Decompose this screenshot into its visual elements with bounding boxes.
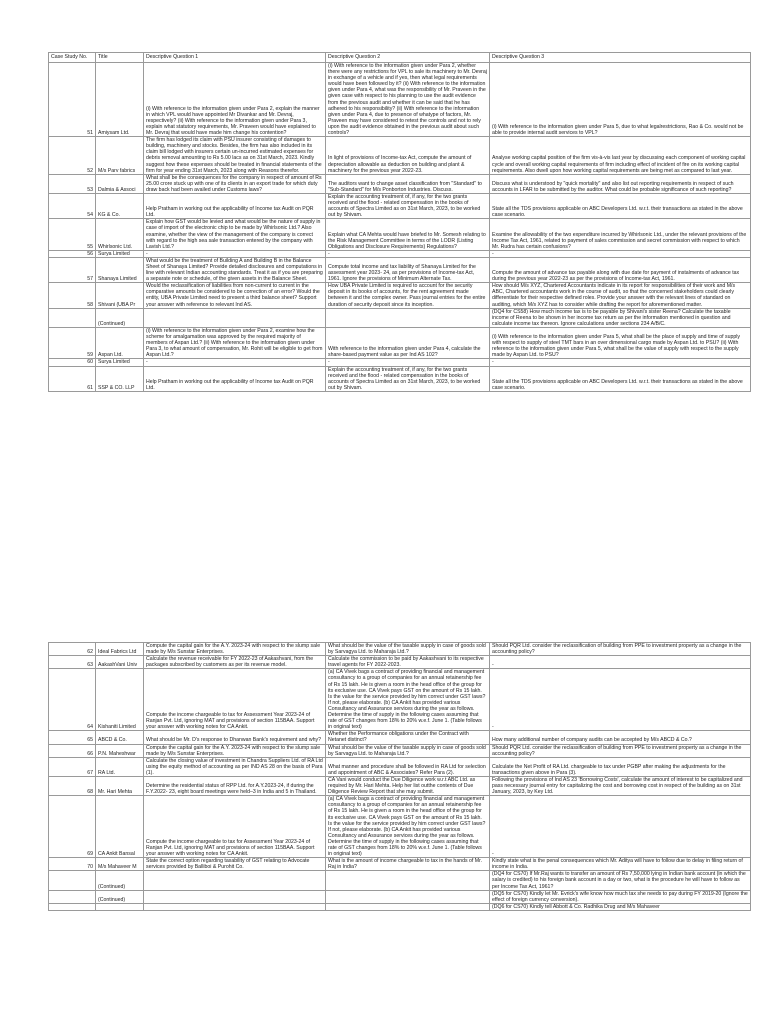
question-1-cell bbox=[144, 890, 326, 903]
table-row bbox=[49, 193, 751, 218]
question-3-cell: - bbox=[490, 796, 751, 858]
question-3-cell: How many additional number of company audits can be accepted by M/s ABCD & Co.? bbox=[490, 731, 751, 744]
case-number-cell: 59 bbox=[49, 327, 96, 358]
title-cell: (Continued) bbox=[96, 890, 144, 903]
question-1-cell: Compute the income chargeable to tax for Assessment Year 2023-24 of Ranjan Pvt. Ltd, ignoring MAT and provisions of section 115BAA. Support your answer with working notes for CA Ankit. bbox=[144, 796, 326, 858]
table-row bbox=[49, 776, 751, 795]
header-question-3: Descriptive Question 3 bbox=[490, 53, 751, 63]
question-3-cell: Examine the allowability of the two expenditure incurred by Whirlsonic Ltd., under the relevant provisions of the Income Tax Act, 1961, related to payment of sales commission and secret commission with respect to which Mr. Rudra has certain confusions? bbox=[490, 219, 751, 250]
title-cell: Dalmia & Associ bbox=[96, 174, 144, 193]
question-3-cell: Analyse working capital position of the firm vis-à-vis last year by discussing each component of working capital cycle and overall working capital requirements of firm including effect of incident of fire on its working capital requirements. Also dwell upon how working capital requirements are being met as compared to last year. bbox=[490, 137, 751, 175]
case-number-cell: 57 bbox=[49, 257, 96, 282]
case-number-cell: 53 bbox=[49, 174, 96, 193]
title-cell: SSP & CO. LLP bbox=[96, 366, 144, 391]
case-number-cell: 62 bbox=[49, 643, 96, 656]
case-study-table-bottom bbox=[48, 642, 751, 911]
question-1-cell: State the correct option regarding taxability of GST relating to Advocate services provided by Balliboi & Purohit Co. bbox=[144, 858, 326, 871]
question-1-cell: Would the reclassification of liabilities from non-current to current in the comparative amounts be considered to be correction of an error? Would the entity, UBA Private Limited need to present a third balance sheet? Support your answer with reference to relevant Ind AS. bbox=[144, 283, 326, 308]
question-2-cell: How UBA Private Limited is required to account for the security deposit in its books of accounts, for the rent agreement made between it and the complex owner. Pass journal entries for the entire duration of security deposit since its inception. bbox=[326, 283, 490, 308]
table-row bbox=[49, 283, 751, 308]
table-row bbox=[49, 871, 751, 890]
title-cell: M/s Parv fabrics bbox=[96, 137, 144, 175]
table-row bbox=[49, 656, 751, 669]
case-number-cell bbox=[49, 308, 96, 327]
question-3-cell: Kindly state what is the penal consequences which Mr. Aditya will have to follow due to delay in filing return of income in India. bbox=[490, 858, 751, 871]
title-cell: Ideal Fabrics Ltd bbox=[96, 643, 144, 656]
question-1-cell: - bbox=[144, 250, 326, 257]
question-1-cell bbox=[144, 308, 326, 327]
table-row bbox=[49, 359, 751, 366]
question-1-cell: The firm has lodged its claim with PSU insurer consisting of damages to building, machinery and stocks. Besides, the firm has also included in its claim bill lodged with insurers certain un-incurred estimated expenses for debris removal amounting to Rs 5.00 lacs as on 31st March, 2023. Kindly suggest how these expenses should be treated in financial statements of the firm for year ending 31st March, 2023 along with Reasons therefor. bbox=[144, 137, 326, 175]
table-row bbox=[49, 174, 751, 193]
question-1-cell: Determine the residential status of RPP Ltd. for A.Y.2023-24, if during the F.Y.2022- 23, eight board meetings were held–3 in India and 5 in Thailand. bbox=[144, 776, 326, 795]
question-3-cell: - bbox=[490, 669, 751, 731]
question-1-cell bbox=[144, 903, 326, 910]
question-3-cell: State all the TDS provisions applicable on ABC Developers Ltd. w.r.t. their transactions as stated in the above case scenario. bbox=[490, 366, 751, 391]
title-cell: P.N. Maheshwar bbox=[96, 744, 144, 757]
question-2-cell: - bbox=[326, 250, 490, 257]
header-question-1: Descriptive Question 1 bbox=[144, 53, 326, 63]
question-2-cell: With reference to the information given under Para 4, calculate the share-based payment value as per Ind AS 102? bbox=[326, 327, 490, 358]
header-row bbox=[49, 53, 751, 63]
question-3-cell: (DQ6 for CS70) Kindly tell Abbott & Co. Radhika Drug and M/s Mahaveer bbox=[490, 903, 751, 910]
table-row bbox=[49, 858, 751, 871]
question-2-cell: In light of provisions of Income-tax Act, compute the amount of depreciation allowable as deduction on building and plant & machinery for the previous year 2022-23. bbox=[326, 137, 490, 175]
case-number-cell bbox=[49, 871, 96, 890]
question-3-cell: (DQ4 for CS70) If Mr.Raj wants to transfer an amount of Rs 7,50,000 lying in Indian bank account (in which the salary is credited) to his foreign bank account in a day or two, what is the procedure he will have to follow as per Income Tax Act, 1961? bbox=[490, 871, 751, 890]
question-2-cell: The auditors want to change asset classification from "Standard" to "Sub-Standard" for M/s Ponborton Industries. Discuss. bbox=[326, 174, 490, 193]
question-3-cell: - bbox=[490, 250, 751, 257]
case-number-cell: 63 bbox=[49, 656, 96, 669]
table-row bbox=[49, 744, 751, 757]
question-2-cell: Compute total income and tax liability of Shanaya Limited for the assessment year 2023- 24, as per provisions of Income-tax Act, 1961. Ignore the provisions of Minimum Alternate Tax. bbox=[326, 257, 490, 282]
question-3-cell: - bbox=[490, 656, 751, 669]
case-number-cell: 60 bbox=[49, 359, 96, 366]
table-row bbox=[49, 327, 751, 358]
question-3-cell: Compute the amount of advance tax payable along with due date for payment of instalments of advance tax during the previous year 2022-23 as per the provisions of Income-tax Act, 1961. bbox=[490, 257, 751, 282]
table-body-top bbox=[49, 53, 751, 392]
title-cell: Amiysam Ltd. bbox=[96, 63, 144, 137]
case-number-cell: 67 bbox=[49, 757, 96, 776]
table-row bbox=[49, 643, 751, 656]
case-number-cell: 58 bbox=[49, 283, 96, 308]
question-3-cell: State all the TDS provisions applicable on ABC Developers Ltd. w.r.t. their transactions as stated in the above case scenario. bbox=[490, 193, 751, 218]
question-2-cell: (i) With reference to the information given under Para 2, whether there were any restrictions for VPL to sale its machinery to Mr. Devraj in exchange of a vehicle and if yes, then what legal requirements would have been followed by it? (ii) With reference to the information given under Para 4, what was the responsibility of Mr. Praveen in the given case with respect to his planning to use the audit evidence from the previous audit and whether it can be said that he has adhered to his responsibility? (ii) With reference to the information given under Para 4, due to presence of whatype of factors, Mr. Praveen may have considered to retest the controls and not to rely upon the audit evidence obtained in the previous audit about such controls? bbox=[326, 63, 490, 137]
question-2-cell bbox=[326, 871, 490, 890]
question-3-cell: Should PQR Ltd. consider the reclassification of building from PPE to investment property as a change in the accounting policy? bbox=[490, 643, 751, 656]
table-row bbox=[49, 219, 751, 250]
question-3-cell: (i) With reference to the information given under Para 5, due to what legalrestrictions, Rao & Co. would not be able to provide internal audit services to VPL? bbox=[490, 63, 751, 137]
table-row bbox=[49, 757, 751, 776]
table-row bbox=[49, 903, 751, 910]
title-cell: Aspan Ltd. bbox=[96, 327, 144, 358]
question-2-cell bbox=[326, 903, 490, 910]
question-2-cell: What should be the value of the taxable supply in case of goods sold by Sarvagya Ltd. to Maharaja Ltd.? bbox=[326, 744, 490, 757]
title-cell: (Continued) bbox=[96, 308, 144, 327]
question-2-cell: - bbox=[326, 359, 490, 366]
question-1-cell: Compute the capital gain for the A.Y. 2023-24 with respect to the slump sale made by M/s Sunstar Enterprises. bbox=[144, 643, 326, 656]
table-row bbox=[49, 669, 751, 731]
case-number-cell bbox=[49, 903, 96, 910]
question-2-cell bbox=[326, 890, 490, 903]
question-1-cell: Calculate the revenue receivable for FY 2022-23 of Aakashvani, from the packages subscribed by customers as per its revenue model. bbox=[144, 656, 326, 669]
table-row bbox=[49, 308, 751, 327]
question-2-cell: CA Vani would conduct the Due Diligence work w.r.t ABC Ltd. as required by Mr. Hari Mehta. Help her list outthe contents of Due Diligence Review Report that she may submit. bbox=[326, 776, 490, 795]
question-1-cell: What would be the treatment of Building A and Building B in the Balance Sheet of Shanaya Limited? Provide detailed disclosures and computations in line with relevant Indian accounting standards. Treat it as if you are preparing a separate note or schedule, of the given assets in the Balance Sheet. bbox=[144, 257, 326, 282]
case-number-cell: 52 bbox=[49, 137, 96, 175]
question-2-cell: Whether the Performance obligations under the Contract with Netanet distinct? bbox=[326, 731, 490, 744]
title-cell: Mr. Hari Mehta bbox=[96, 776, 144, 795]
question-1-cell: Compute the income chargeable to tax for Assessment Year 2023-24 of Ranjan Pvt. Ltd, ignoring MAT and provisions of section 115BAA. Support your answer with working notes for CA Ankit. bbox=[144, 669, 326, 731]
question-2-cell: (a) CA Vivek bags a contract of providing financial and management consultancy to a group of companies for an annual retainership fee of Rs 15 lakh. He is given a room in the head office of the group for its exclusive use. CA Vivek pays GST on the amount of Rs 15 lakh. Is the value for the service provided by him correct under GST laws? If not, please elaborate. (b) CA Ankit has provided various Consultancy and Assurance services during the year as follows. Determine the time of supply in the following cases assuming that rate of GST changes from 18% to 20% w.e.f. June 1. (Table follows in original text) bbox=[326, 669, 490, 731]
question-3-cell: (DQ5 for CS70) Kindly let Mr. Evrick's wife know how much tax she needs to pay during FY 2019-20 (Ignore the effect of foreign currency conversion). bbox=[490, 890, 751, 903]
question-1-cell: - bbox=[144, 359, 326, 366]
table-body-bottom bbox=[49, 643, 751, 911]
question-1-cell: Calculate the closing value of investment in Chandra Suppliers Ltd. of RA Ltd using the equity method of accounting as per IND AS 28 on the basis of Para (1). bbox=[144, 757, 326, 776]
table-row bbox=[49, 137, 751, 175]
question-2-cell: Explain what CA Mehta would have briefed to Mr. Somesh relating to the Risk Management Committee in terms of the LODR (Listing Obligations and Disclosure Requirements) Regulations? bbox=[326, 219, 490, 250]
title-cell: Whirlsonic Ltd. bbox=[96, 219, 144, 250]
title-cell: M/s Mahaveer M bbox=[96, 858, 144, 871]
title-cell: KG & Co. bbox=[96, 193, 144, 218]
question-2-cell: Explain the accounting treatment of, if any, for the two grants received and the flood - related compensation in the books of accounts of Spectra Limited as on 31st March, 2023, to be worked out by Shivam. bbox=[326, 366, 490, 391]
title-cell: Surya Limited bbox=[96, 359, 144, 366]
question-3-cell: How should M/s XYZ, Chartered Accountants indicate in its report for responsibilities of their work and M/s ABC, Chartered accountants work in the course of audit, so that the concerned stakeholders could clearly differentiate for their respective defined roles. Provide your answer with the relevant lines of standard on auditing, which M/s XYZ has to consider while drafting the report for aforementioned matter. bbox=[490, 283, 751, 308]
title-cell bbox=[96, 903, 144, 910]
title-cell: RA Ltd. bbox=[96, 757, 144, 776]
question-3-cell: Should PQR Ltd. consider the reclassification of building from PPE to investment property as a change in the accounting policy? bbox=[490, 744, 751, 757]
case-number-cell: 55 bbox=[49, 219, 96, 250]
question-3-cell: Discuss what is understood by "quick mortality" and also list out reporting requirements in respect of such accounts in LFAR to be submitted by the auditor. What could be probable significance of such reporting? bbox=[490, 174, 751, 193]
case-number-cell bbox=[49, 890, 96, 903]
table-row bbox=[49, 257, 751, 282]
title-cell: Shivani (UBA Pr bbox=[96, 283, 144, 308]
table-row bbox=[49, 890, 751, 903]
table-row bbox=[49, 250, 751, 257]
header-case-study-no: Case Study No. bbox=[49, 53, 96, 63]
question-1-cell: What shall be the consequences for the company in respect of amount of Rs 25.00 crore stuck up with one of its clients in an export trade for which duty draw back had been availed under Customs laws? bbox=[144, 174, 326, 193]
question-3-cell: (i) With reference to the information given under Para 5, what shall be the place of supply and time of supply with respect to supply of steel TMT bars in an over dimensional cargo made by Aspan Ltd. to PSU? (ii) With reference to the information given under Para 5, what shall be the value of supply with respect to the supply made by Aspan Ltd. to PSU? bbox=[490, 327, 751, 358]
question-3-cell: Following the provisions of Ind AS 23 'Borrowing Costs', calculate the amount of interest to be capitalized and pass necessary journal entry for capitalizing the cost and borrowing cost in respect of the building as on 31st January, 2023, by Key Ltd. bbox=[490, 776, 751, 795]
case-number-cell: 65 bbox=[49, 731, 96, 744]
question-2-cell: Calculate the commission to be paid by Aakashvani to its respective travel agents for FY 2022-2023. bbox=[326, 656, 490, 669]
header-title: Title bbox=[96, 53, 144, 63]
question-3-cell: (DQ4 for CS58) How much income tax is to be payable by Shivani's sister Reena? Calculate the taxable income of Reena to be shown in her income tax return as per the information mentioned in question and calculate income tax thereon. Ignore calculations under sections 234 A/B/C. bbox=[490, 308, 751, 327]
question-2-cell: What should be the value of the taxable supply in case of goods sold by Sarvagya Ltd. to Maharaja Ltd.? bbox=[326, 643, 490, 656]
question-2-cell bbox=[326, 308, 490, 327]
title-cell: ABCD & Co. bbox=[96, 731, 144, 744]
table-row bbox=[49, 731, 751, 744]
question-3-cell: - bbox=[490, 359, 751, 366]
case-number-cell: 61 bbox=[49, 366, 96, 391]
question-2-cell: Explain the accounting treatment of, if any, for the two grants received and the flood - related compensation in the books of accounts of Spectra Limited as on 31st March, 2023, to be worked out by Shivam. bbox=[326, 193, 490, 218]
title-cell: Shanaya Limited bbox=[96, 257, 144, 282]
title-cell: CA Ankit Bansal bbox=[96, 796, 144, 858]
case-number-cell: 69 bbox=[49, 796, 96, 858]
case-number-cell: 54 bbox=[49, 193, 96, 218]
case-number-cell: 70 bbox=[49, 858, 96, 871]
question-1-cell: (i) With reference to the information given under Para 2, examine how the scheme for amalgamation was approved by the required majority of members of Aspan Ltd.? (ii) With reference to the information given under Para 3, to what amount of compensation, Mr. Rohit will be eligible to get from Aspan Ltd.? bbox=[144, 327, 326, 358]
table-row bbox=[49, 796, 751, 858]
question-1-cell: Compute the capital gain for the A.Y. 2023-24 with respect to the slump sale made by M/s Sunstar Enterprises. bbox=[144, 744, 326, 757]
question-1-cell: Help Pratham in working out the applicability of Income tax Audit on PQR Ltd. bbox=[144, 366, 326, 391]
question-1-cell: (i) With reference to the information given under Para 2, explain the manner in which VPL would have appointed Mr Divankar and Mr. Devraj, respectively? (ii) With reference to the information given under Para 3, explain what statutory requirements, Mr. Praveen would have explained to Mr. Devraj that would have made him change his contention? bbox=[144, 63, 326, 137]
question-3-cell: Calculate the Net Profit of RA Ltd. chargeable to tax under PGBP after making the adjustments for the transactions given above in Para (3). bbox=[490, 757, 751, 776]
question-1-cell: Help Pratham in working out the applicability of Income tax Audit on PQR Ltd. bbox=[144, 193, 326, 218]
question-1-cell: What should be Mr. D's response to Dhanwan Bank's requirement and why? bbox=[144, 731, 326, 744]
case-number-cell: 66 bbox=[49, 744, 96, 757]
case-study-table-top bbox=[48, 52, 751, 392]
title-cell: Surya Limited bbox=[96, 250, 144, 257]
question-1-cell: Explain how GST would be levied and what would be the nature of supply in case of import of the electronic chip to be made by Whirlsonic Ltd.? Also examine, whether the view of the management of the company is correct with regard to the high sea sale transaction entered by the company with Lavish Ltd.? bbox=[144, 219, 326, 250]
question-2-cell: What manner and procedure shall be followed in RA Ltd for selection and appointment of ABC & Associates? Refer Para (2). bbox=[326, 757, 490, 776]
question-1-cell bbox=[144, 871, 326, 890]
title-cell: (Continued) bbox=[96, 871, 144, 890]
question-2-cell: (a) CA Vivek bags a contract of providing financial and management consultancy to a group of companies for an annual retainership fee of Rs 15 lakh. He is given a room in the head office of the group for its exclusive use. CA Vivek pays GST on the amount of Rs 15 lakh. Is the value for the service provided by him correct under GST laws? If not, please elaborate. (b) CA Ankit has provided various Consultancy and Assurance services during the year as follows. Determine the time of supply in the following cases assuming that rate of GST changes from 18% to 20% w.e.f. June 1. (Table follows in original text) bbox=[326, 796, 490, 858]
question-2-cell: What is the amount of income chargeable to tax in the hands of Mr. Raj in India? bbox=[326, 858, 490, 871]
table-row bbox=[49, 63, 751, 137]
case-number-cell: 64 bbox=[49, 669, 96, 731]
header-question-2: Descriptive Question 2 bbox=[326, 53, 490, 63]
title-cell: Kishaniti Limited bbox=[96, 669, 144, 731]
case-number-cell: 51 bbox=[49, 63, 96, 137]
title-cell: AakashVani Univ bbox=[96, 656, 144, 669]
case-number-cell: 56 bbox=[49, 250, 96, 257]
case-number-cell: 68 bbox=[49, 776, 96, 795]
table-row bbox=[49, 366, 751, 391]
